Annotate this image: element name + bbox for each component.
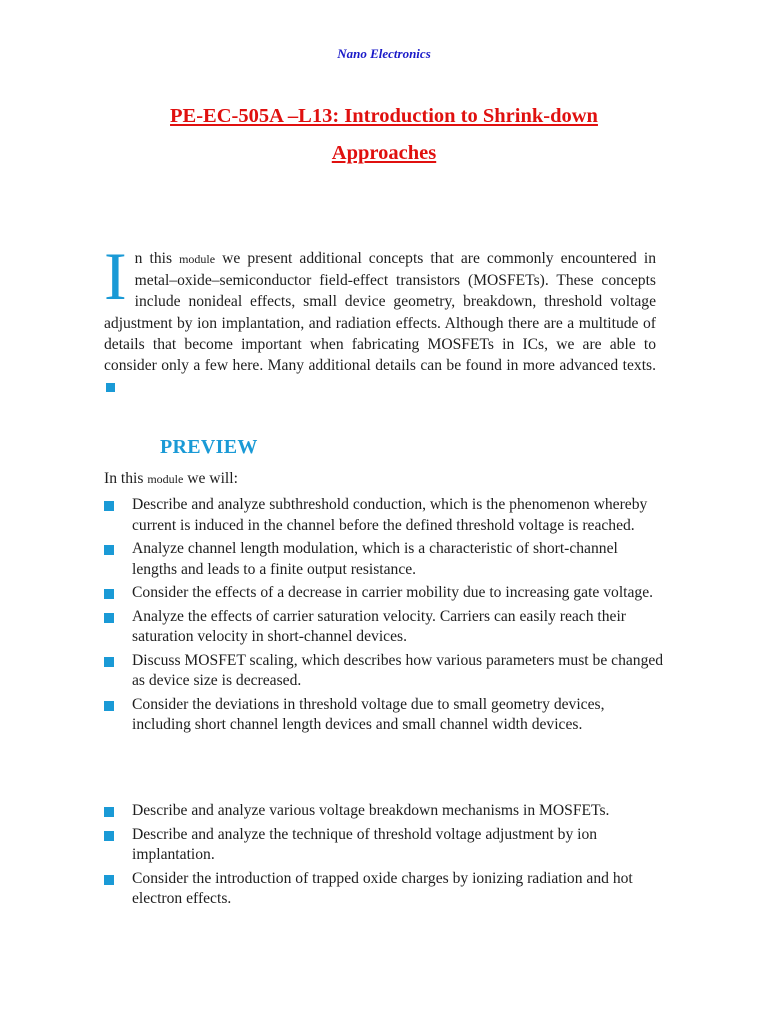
bullet-square-icon [104,589,114,599]
title-line-1: PE-EC-505A –L13: Introduction to Shrink-down [170,105,598,127]
list-item [104,651,664,692]
bullet-square-icon [104,545,114,555]
list-item-text: Describe and analyze various voltage breakdown mechanisms in MOSFETs. [132,802,610,819]
lead-text-end: we will: [183,470,238,487]
intro-paragraph [104,238,657,397]
lead-text-start: In this [104,470,148,487]
list-item-text: Consider the deviations in threshold voltage due to small geometry devices, including short channel length devices and small channel width devices. [132,695,605,733]
page-title [100,98,668,172]
course-header: Nano Electronics [337,46,431,61]
list-item-text: Analyze the effects of carrier saturation velocity. Carriers can easily reach their saturation velocity in short-channel devices. [132,607,626,645]
intro-text-start: n this [134,250,180,267]
bullet-square-icon [104,657,114,667]
list-item-text: Describe and analyze subthreshold conduction, which is the phenomenon whereby current is induced in the channel before the defined threshold voltage is reached. [132,496,648,534]
list-item-text: Discuss MOSFET scaling, which describes how various parameters must be changed as device size is decreased. [132,651,664,689]
list-item [104,495,664,536]
list-item [104,607,664,648]
list-item [104,869,664,910]
drop-cap: I [104,238,127,314]
lead-module-word: module [147,472,184,486]
list-item [104,539,664,580]
bullet-square-icon [104,807,114,817]
list-item [104,695,664,736]
bullet-square-icon [104,501,114,511]
list-item [104,825,664,866]
intro-module-word: module [179,252,216,266]
intro-text-body: we present additional concepts that are commonly encountered in metal–oxide–semiconductor field-effect transistors (MOSFETs). These concepts include nonideal effects, small device geometry, breakdown, threshold voltage adjustment by ion implantation, and radiation effects. Although there are a multitude of details that become important when fabricating MOSFETs in ICs, we are able to consider only a few here. Many additional details can be found in more advanced texts. [104,250,657,375]
list-item [104,801,664,822]
list-item-text: Consider the introduction of trapped oxide charges by ionizing radiation and hot electron effects. [132,869,633,907]
bullet-square-icon [104,701,114,711]
preview-lead [104,470,238,488]
preview-list-1 [104,495,664,739]
list-item-text: Analyze channel length modulation, which is a characteristic of short-channel lengths and leads to a finite output resistance. [132,540,618,578]
title-line-2: Approaches [331,142,437,164]
end-mark-icon [106,383,115,392]
preview-heading: PREVIEW [160,436,258,458]
bullet-square-icon [104,875,114,885]
list-item-text: Consider the effects of a decrease in carrier mobility due to increasing gate voltage. [132,584,654,601]
preview-list-2 [104,801,664,913]
bullet-square-icon [104,613,114,623]
list-item [104,583,664,604]
list-item-text: Describe and analyze the technique of threshold voltage adjustment by ion implantation. [132,825,598,863]
bullet-square-icon [104,831,114,841]
